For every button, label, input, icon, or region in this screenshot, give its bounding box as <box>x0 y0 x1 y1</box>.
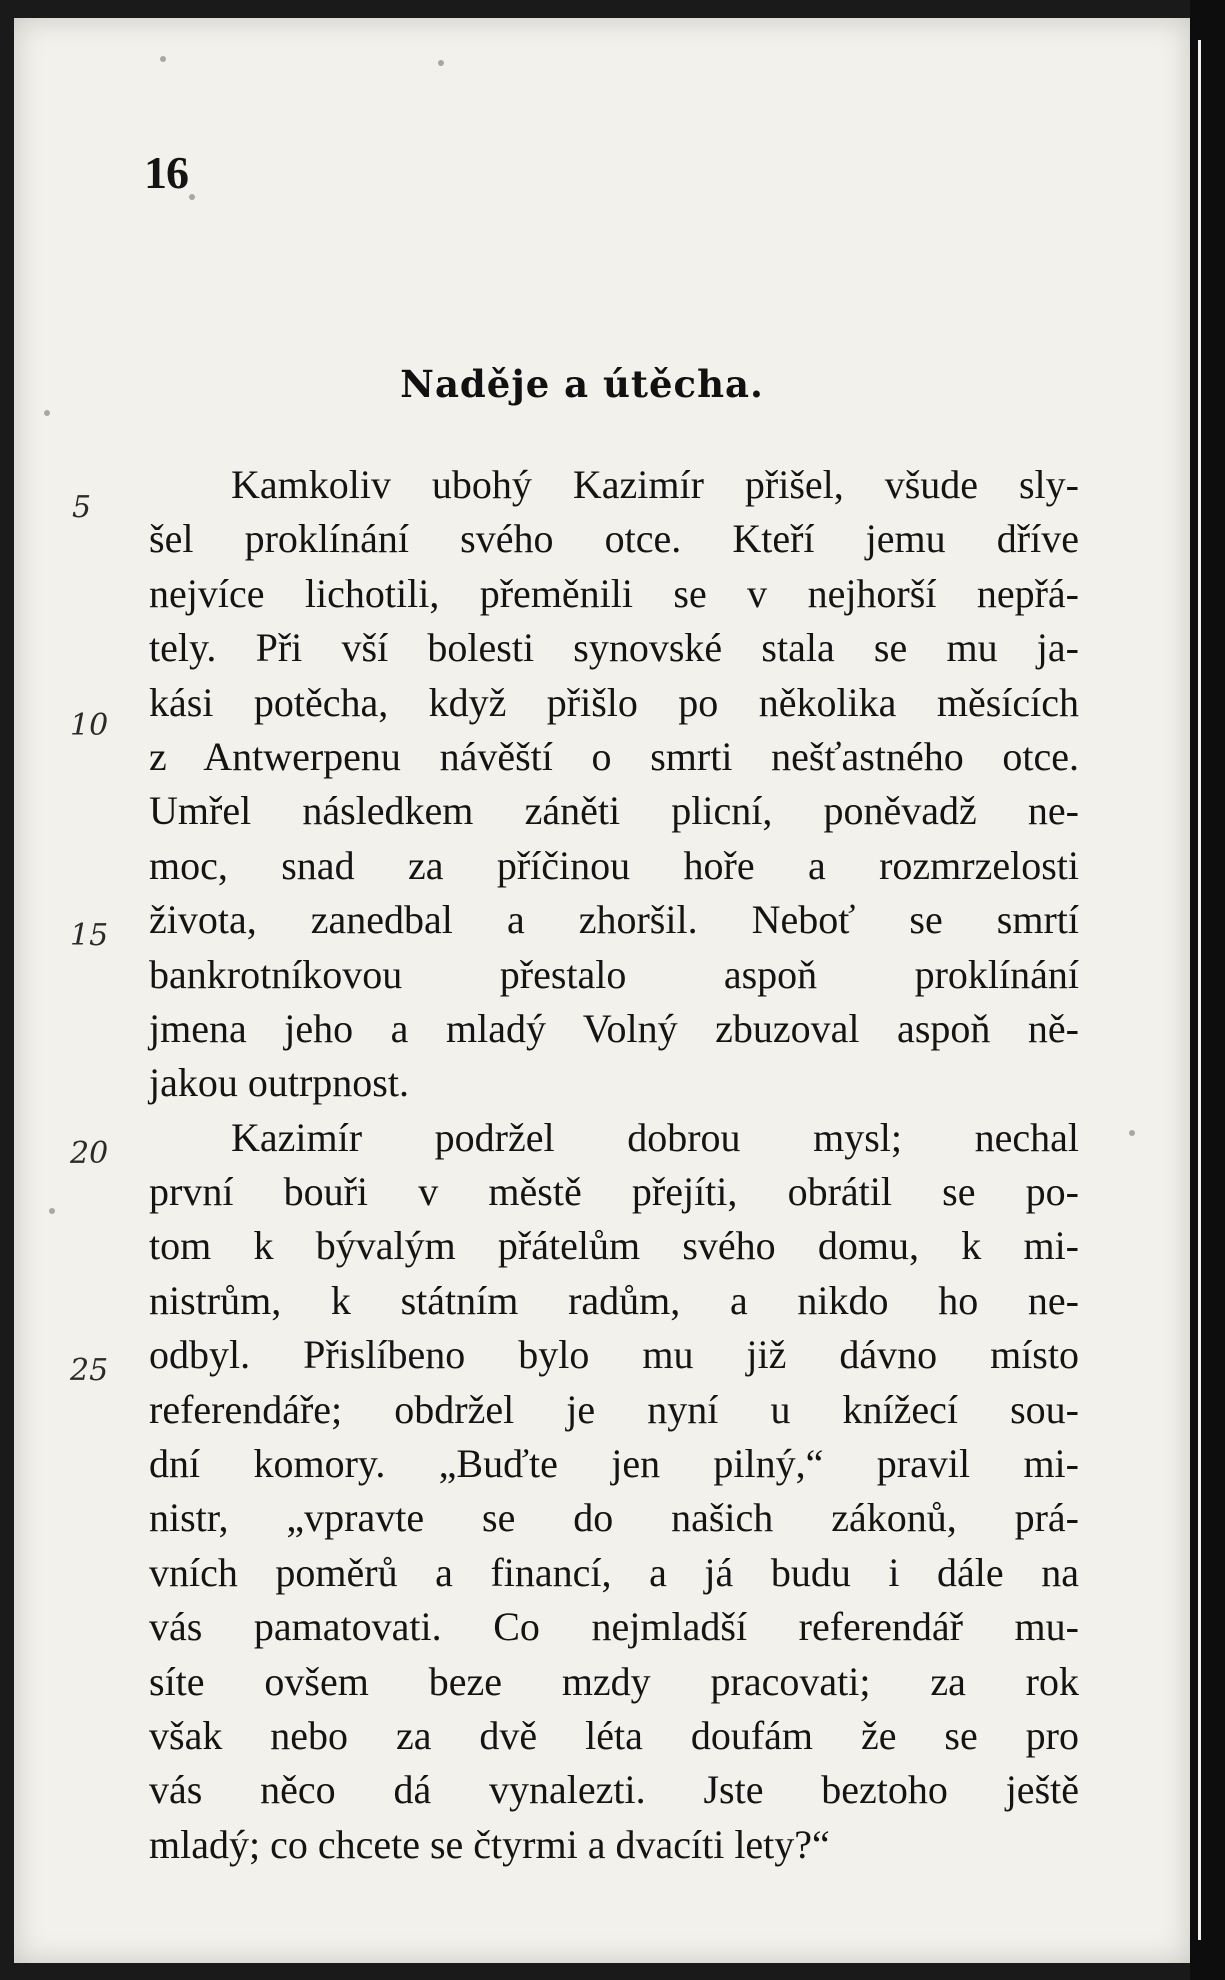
text-line: moc, snad za příčinou hoře a rozmrzelosti <box>149 842 1079 888</box>
text-line: bankrotníkovou přestalo aspoň proklínání <box>149 951 1079 997</box>
paper-speck <box>49 1208 55 1214</box>
book-page <box>14 18 1190 1963</box>
text-line: nejvíce lichotili, přeměnili se v nejhorší nepřá- <box>149 570 1079 616</box>
text-line: dní komory. „Buďte jen pilný,“ pravil mi- <box>149 1441 1079 1487</box>
text-line: Umřel následkem záněti plicní, poněvadž ne- <box>149 788 1079 834</box>
text-line: Kamkoliv ubohý Kazimír přišel, všude sly- <box>231 462 1079 507</box>
text-line: tom k bývalým přátelům svého domu, k mi- <box>149 1223 1079 1269</box>
text-line: kási potěcha, když přišlo po několika měsících <box>149 679 1079 725</box>
body-text <box>149 458 1079 1872</box>
margin-note-25: 25 <box>70 1353 109 1388</box>
text-line: šel proklínání svého otce. Kteří jemu dříve <box>149 516 1079 562</box>
text-line: z Antwerpenu návěští o smrti nešťastného otce. <box>149 733 1079 779</box>
chapter-heading: Naděje a útěcha. <box>400 362 764 406</box>
page-number: 16 <box>144 147 188 198</box>
paper-speck <box>44 410 50 416</box>
text-line: Kazimír podržel dobrou mysl; nechal <box>231 1114 1079 1160</box>
margin-note-20: 20 <box>70 1136 109 1171</box>
text-line: vás něco dá vynalezti. Jste beztoho ještě <box>149 1767 1079 1813</box>
text-line: síte ovšem beze mzdy pracovati; za rok <box>149 1658 1079 1704</box>
text-line: vás pamatovati. Co nejmladší referendář mu- <box>149 1604 1079 1650</box>
text-line: první bouři v městě přejíti, obrátil se po- <box>149 1169 1079 1215</box>
scan-edge-line <box>1198 40 1201 1940</box>
margin-note-10: 10 <box>70 708 109 743</box>
text-line: však nebo za dvě léta doufám že se pro <box>149 1712 1079 1758</box>
text-line: mladý; co chcete se čtyrmi a dvacíti lety?“ <box>149 1821 830 1867</box>
text-line: referendáře; obdržel je nyní u knížecí sou- <box>149 1386 1079 1432</box>
paper-speck <box>1129 1130 1135 1136</box>
text-line: života, zanedbal a zhoršil. Neboť se smrtí <box>149 897 1079 943</box>
scan-edge <box>1190 0 1225 1980</box>
paper-speck <box>438 60 444 66</box>
text-line: vních poměrů a financí, a já budu i dále na <box>149 1549 1079 1595</box>
text-line: nistrům, k státním radům, a nikdo ho ne- <box>149 1277 1079 1323</box>
text-line: jakou outrpnost. <box>149 1060 409 1106</box>
text-line: tely. Při vší bolesti synovské stala se mu ja- <box>149 625 1079 671</box>
paper-speck <box>160 56 166 62</box>
margin-note-5: 5 <box>72 490 92 525</box>
text-line: odbyl. Přislíbeno bylo mu již dávno místo <box>149 1332 1079 1378</box>
margin-note-15: 15 <box>70 918 109 953</box>
paper-speck <box>189 194 195 200</box>
text-line: nistr, „vpravte se do našich zákonů, prá- <box>149 1495 1079 1541</box>
text-line: jmena jeho a mladý Volný zbuzoval aspoň ně- <box>149 1005 1079 1051</box>
